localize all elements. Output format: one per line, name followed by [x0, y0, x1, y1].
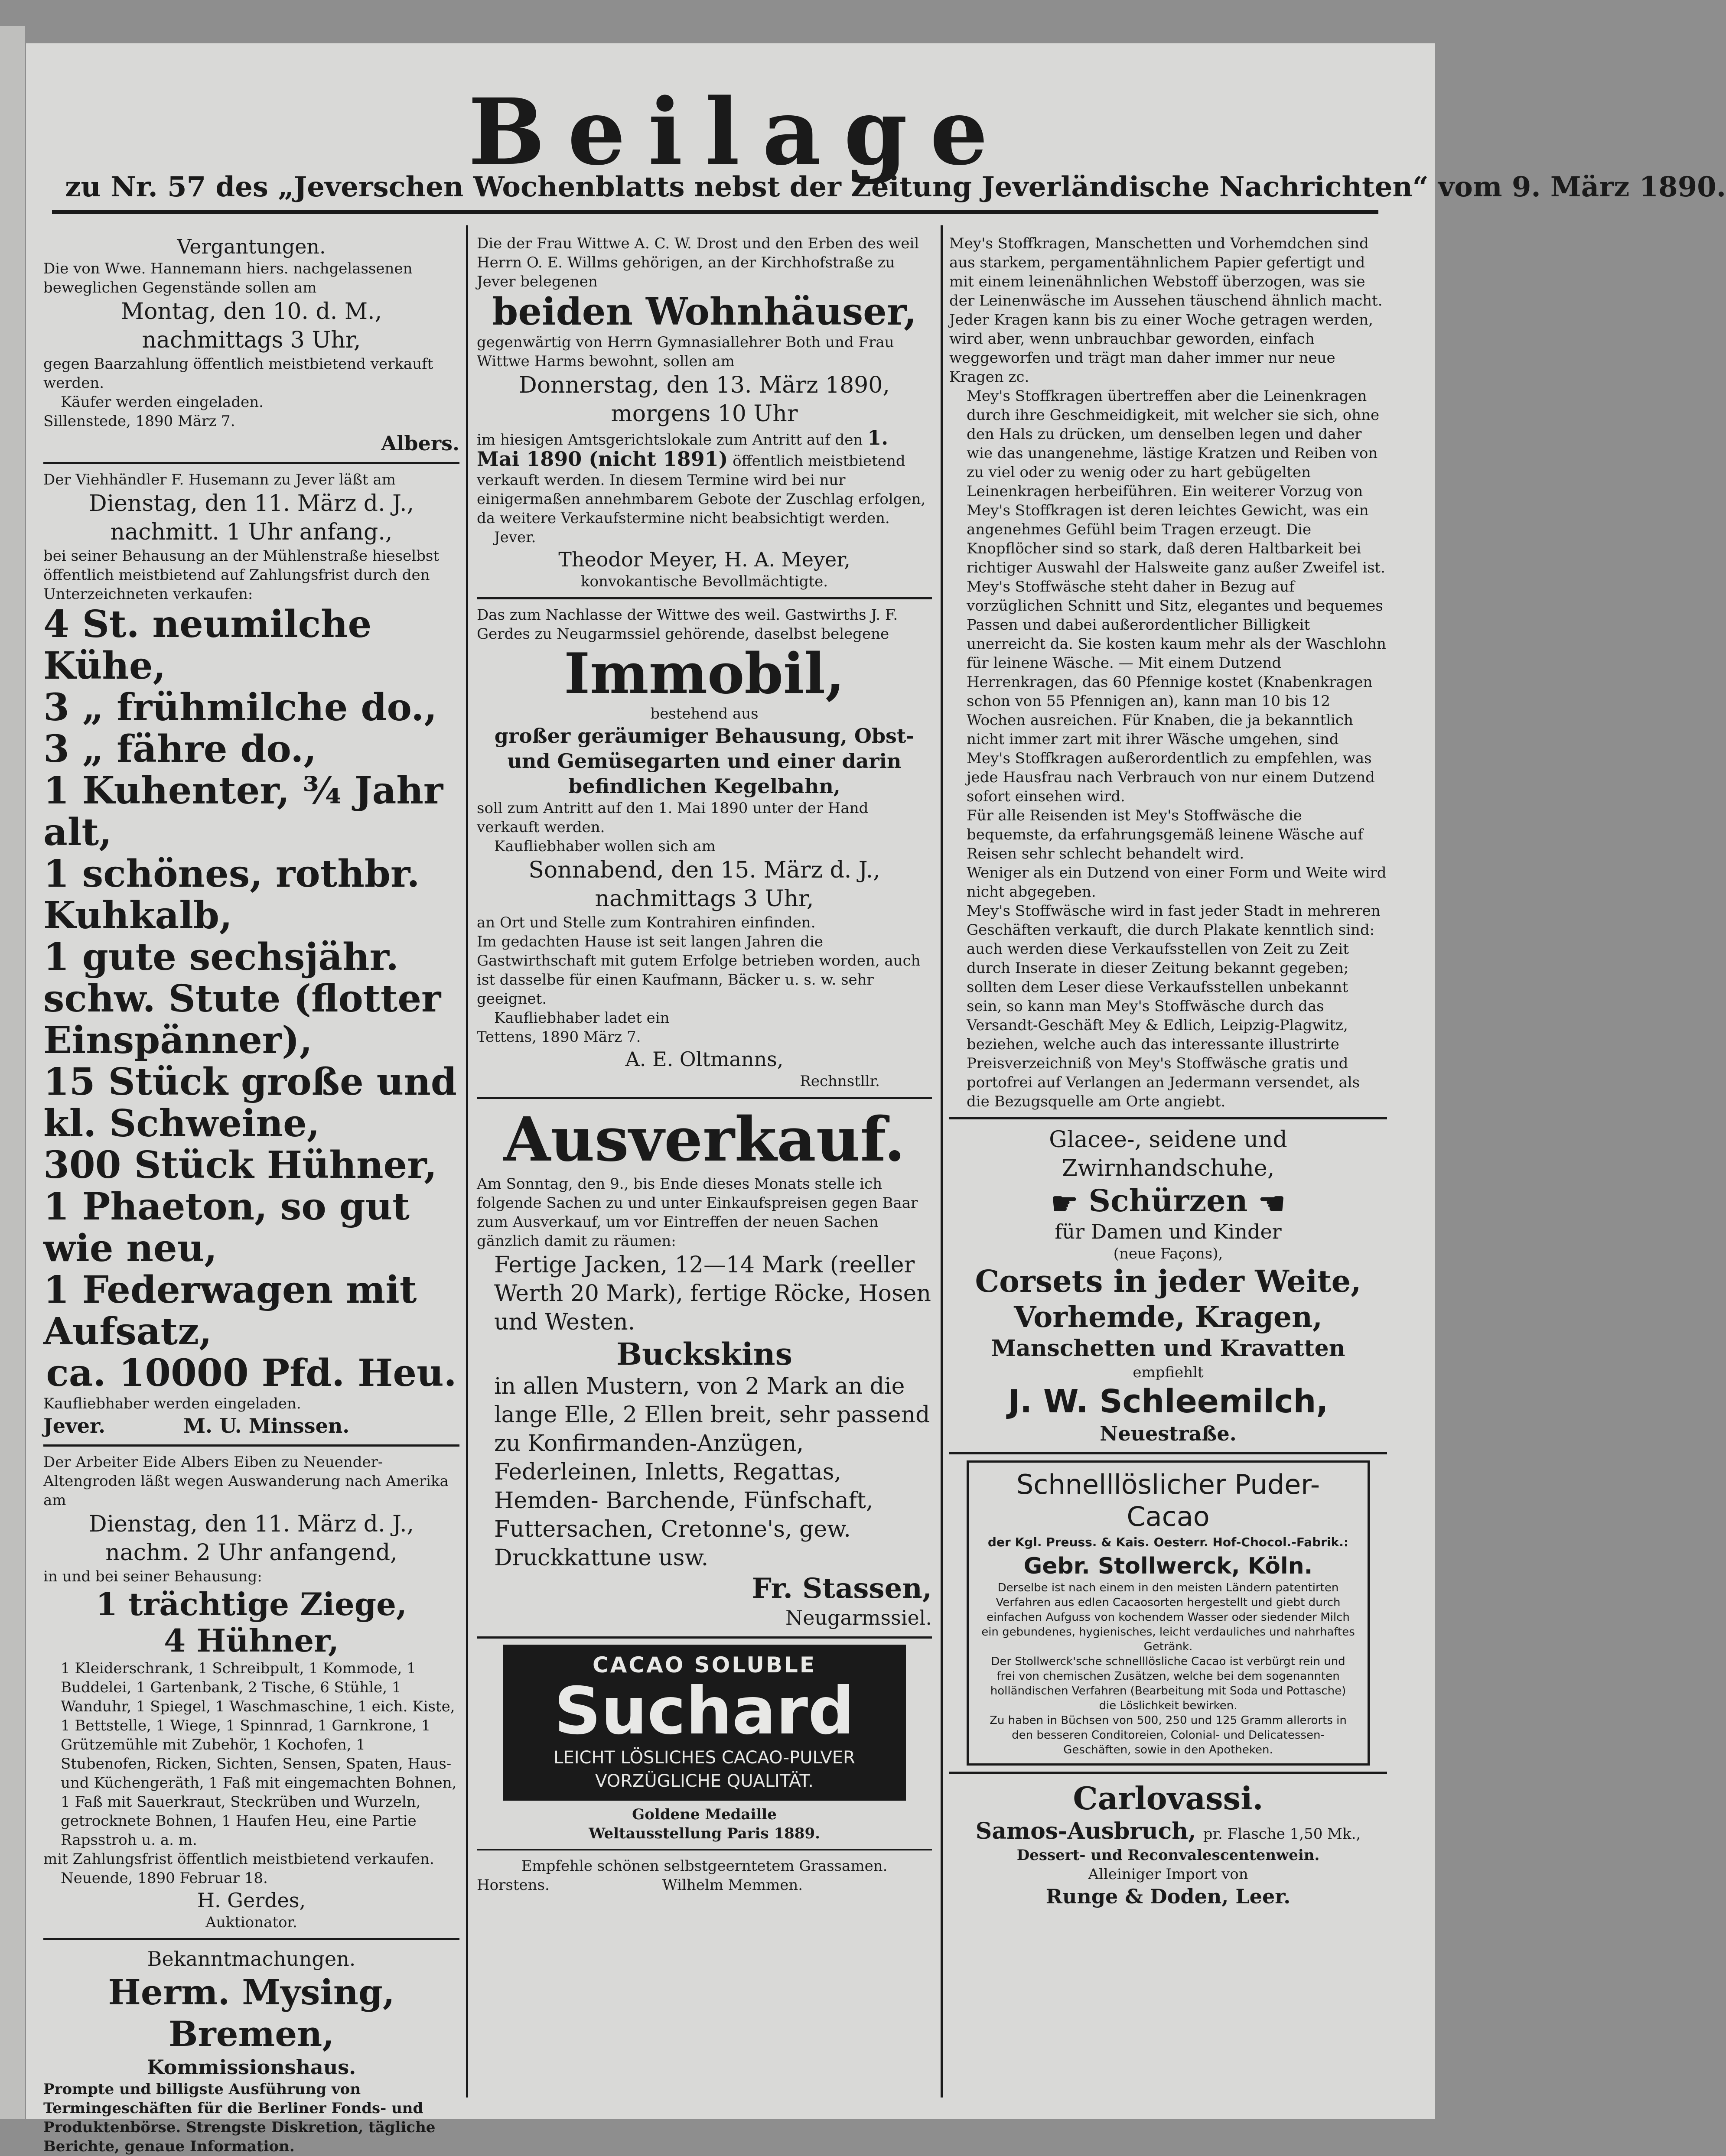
- ad-title: Ausverkauf.: [503, 1104, 905, 1175]
- ad-place: Neuestraße.: [1100, 1422, 1237, 1445]
- ad-item: 300 Stück Hühner,: [43, 1143, 437, 1187]
- ad-wohnhaeuser: [477, 234, 932, 591]
- ad-text: Der Arbeiter Eide Albers Eiben zu Neuender-Altengroden läßt wegen Auswanderung nach Amerika am: [43, 1454, 449, 1509]
- ad-date: Sonnabend, den 15. März d. J.,: [528, 857, 880, 883]
- ad-text: bei seiner Behausung an der Mühlenstraße hieselbst öffentlich meistbietend auf Zahlungsfrist durch den Unterzeichneten verkaufen:: [43, 547, 439, 603]
- ad-item: 3 „ fähre do.,: [43, 727, 317, 771]
- column-3: [949, 234, 1387, 2097]
- ad-separator: [477, 1636, 932, 1639]
- ad-text: mit Zahlungsfrist öffentlich meistbietend verkaufen.: [43, 1850, 434, 1868]
- ad-item: 1 gute sechsjähr. schw. Stute (flotter Einspänner),: [43, 935, 441, 1062]
- ad-signature: A. E. Oltmanns,: [625, 1047, 784, 1071]
- ad-text: der Kgl. Preuss. & Kais. Oesterr. Hof-Chocol.-Fabrik.:: [987, 1535, 1349, 1549]
- ad-company-name: Gebr. Stollwerck, Köln.: [1023, 1553, 1313, 1579]
- ad-text: Prompte und billigste Ausführung von Termingeschäften für die Berliner Fonds- und Produktenbörse. Strengste Diskretion, tägliche Berichte, genaue Information.: [43, 2081, 436, 2155]
- ad-title: Immobil,: [564, 641, 845, 706]
- ad-signature-role: Auktionator.: [205, 1914, 297, 1931]
- ad-signer: M. U. Minssen.: [183, 1414, 350, 1437]
- ad-time: nachmitt. 1 Uhr anfang.,: [110, 519, 393, 545]
- ad-date: Montag, den 10. d. M.,: [120, 299, 382, 325]
- ad-company-name: J. W. Schleemilch,: [1008, 1383, 1329, 1420]
- ad-vergantungen: [43, 234, 459, 456]
- ad-text: Zu haben in Büchsen von 500, 250 und 125 Gramm allerorts in den besseren Conditoreien, Colonial- und Delicatessen-Geschäften, sowie in den Apotheken.: [990, 1714, 1347, 1756]
- ad-title: beiden Wohnhäuser,: [492, 290, 917, 334]
- ad-item: 1 Kuhenter, ¾ Jahr alt,: [43, 769, 443, 854]
- ad-immobil: [477, 605, 932, 1091]
- masthead-title: Beilage: [468, 78, 1011, 185]
- ad-signature: [477, 1876, 932, 1895]
- ad-place: Horstens.: [477, 1876, 550, 1894]
- ad-text: in und bei seiner Behausung:: [43, 1568, 262, 1585]
- ad-text: Tettens, 1890 März 7.: [477, 1028, 641, 1046]
- suchard-logo-box: [503, 1645, 906, 1801]
- ad-text: Goldene Medaille: [632, 1805, 777, 1823]
- ad-text: Weniger als ein Dutzend von einer Form und Weite wird nicht abgegeben.: [967, 864, 1387, 901]
- ad-item: 15 Stück große und kl. Schweine,: [43, 1060, 457, 1145]
- ad-text: Neuende, 1890 Februar 18.: [61, 1870, 268, 1887]
- ad-text: Mey's Stoffwäsche wird in fast jeder Stadt in mehreren Geschäften verkauft, die durch Plakate kenntlich sind: auch werden diese Verkaufsstellen von Zeit zu Zeit durch Inserate in dieser Zeitung bekannt gegeben; sollten dem Leser diese Verkaufsstellen unbekannt sein, so kann man Mey's Stoffwäsche durch das Versandt-Geschäft Mey & Edlich, Leipzig-Plagwitz, beziehen, welche auch das interessante illustrirte Preisverzeichniß von Mey's Stoffwäsche gratis und portofrei auf Verlangen an Jedermann versendet, als die Bezugsquelle am Orte angiebt.: [967, 902, 1381, 1110]
- ad-text: Der Viehhändler F. Husemann zu Jever läßt am: [43, 471, 396, 488]
- ad-bekanntmachungen: [43, 1946, 459, 2156]
- ad-text-part: öffentlich meistbietend verkauft werden. In diesem Termine wird bei nur einigermaßen annehmbarem Gebote der Zuschlag erfolgen, da weitere Verkaufstermine nicht beabsichtigt werden.: [477, 452, 926, 527]
- ad-separator: [949, 1452, 1387, 1454]
- ad-title: [949, 1183, 1387, 1219]
- ad-separator: [477, 597, 932, 599]
- ad-text: Der Stollwerck'sche schnelllösliche Cacao ist verbürgt rein und frei von chemischen Zusätzen, welche bei dem sogenannten holländischen Verfahren (Bearbeitung mit Soda und Pottasche) die Löslichkeit bewirken.: [990, 1655, 1346, 1712]
- ad-text: (neue Façons),: [1113, 1245, 1223, 1262]
- ad-text: gegen Baarzahlung öffentlich meistbietend verkauft werden.: [43, 355, 433, 392]
- ad-text: Kaufliebhaber ladet ein: [494, 1009, 670, 1027]
- ad-text: [477, 428, 932, 528]
- ad-signature: Fr. Stassen,: [752, 1572, 932, 1605]
- ad-viehverkauf: [43, 470, 459, 1438]
- newspaper-page: [26, 43, 1726, 2155]
- ad-date: Dienstag, den 11. März d. J.,: [88, 491, 414, 517]
- ad-signature-role: Rechnstllr.: [800, 1073, 880, 1090]
- ad-text: Sillenstede, 1890 März 7.: [43, 413, 235, 430]
- ad-highlight: Vorhemde, Kragen,: [1014, 1300, 1322, 1334]
- ad-separator: [43, 1938, 459, 1940]
- ad-text: 1 Kleiderschrank, 1 Schreibpult, 1 Kommode, 1 Buddelei, 1 Gartenbank, 2 Tische, 6 Stühle, 1 Wanduhr, 1 Spiegel, 1 Waschmaschine, 1 eich. Kiste, 1 Bettstelle, 1 Wiege, 1 Spinnrad, 1 Garnkrone, 1 Grützemühle mit Zubehör, 1 Kochofen, 1 Stubenofen, Ricken, Sichten, Sensen, Spaten, Haus- und Küchengeräth, 1 Faß mit eingemachten Bohnen, 1 Faß mit Sauerkraut, Steckrüben und Wurzeln, getrocknete Bohnen, 1 Haufen Heu, eine Partie Rapsstroh u. a. m.: [61, 1660, 457, 1849]
- book-binding-edge: [0, 26, 25, 2119]
- ad-signer: Wilhelm Memmen.: [662, 1876, 803, 1894]
- ad-time: morgens 10 Uhr: [611, 401, 798, 427]
- ad-title: Schnelllöslicher Puder-Cacao: [1016, 1469, 1320, 1532]
- ad-title-text: Schürzen: [1088, 1183, 1248, 1219]
- ad-text: Derselbe ist nach einem in den meisten Ländern patentirten Verfahren aus edlen Cacaosorten hergestellt und giebt durch einfachen Aufguss von kochendem Wasser oder siedender Milch ein gebundenes, hygienisches, leicht verdauliches und nahrhaftes Getränk.: [981, 1581, 1355, 1653]
- column-divider-1: [466, 225, 468, 2097]
- ad-product: Samos-Ausbruch,: [975, 1818, 1196, 1844]
- ad-stollwerck: [967, 1460, 1370, 1766]
- ad-text: Das zum Nachlasse der Wittwe des weil. Gastwirths J. F. Gerdes zu Neugarmssiel gehörende, daselbst belegene: [477, 606, 898, 643]
- ad-text: bestehend aus: [650, 705, 759, 722]
- ad-highlight: großer geräumiger Behausung, Obst- und Gemüsegarten und einer darin befindlichen Kegelbahn,: [494, 724, 915, 798]
- ad-separator: [43, 462, 459, 464]
- ad-text: Dessert- und Reconvalescentenwein.: [1016, 1847, 1320, 1864]
- ad-ausverkauf: [477, 1105, 932, 1630]
- ad-carlovassi: [949, 1780, 1387, 1909]
- ad-text: Fertige Jacken, 12—14 Mark (reeller Werth 20 Mark), fertige Röcke, Hosen und Westen.: [494, 1252, 931, 1335]
- ad-text: in allen Mustern, von 2 Mark an die lange Elle, 2 Ellen breit, sehr passend zu Konfirmanden-Anzügen, Federleinen, Inletts, Regattas, Hemden- Barchende, Fünfschaft, Futtersachen, Cretonne's, gew. Druckkattune usw.: [494, 1373, 930, 1571]
- ad-signature: [43, 1413, 459, 1438]
- ad-place: Neugarmssiel.: [785, 1606, 932, 1629]
- ad-text: Alleiniger Import von: [1088, 1866, 1248, 1883]
- ad-signature: Theodor Meyer, H. A. Meyer,: [558, 548, 850, 571]
- ad-schleemilch: [949, 1125, 1387, 1446]
- ad-signature: Albers.: [381, 432, 459, 455]
- ad-mey-stoffwaesche: [949, 234, 1387, 1111]
- ad-date: Dienstag, den 11. März d. J.,: [88, 1511, 414, 1537]
- ad-suchard: [477, 1645, 932, 1843]
- ad-company-name: Herm. Mysing, Bremen,: [108, 1972, 395, 2054]
- ad-text: Empfehle schönen selbstgeerntetem Grassamen.: [521, 1857, 888, 1875]
- ad-heading: Vergantungen.: [177, 235, 326, 258]
- ad-title: Carlovassi.: [1073, 1780, 1264, 1817]
- column-divider-2: [941, 225, 943, 2097]
- ad-separator: [949, 1117, 1387, 1119]
- ad-place: Jever.: [494, 529, 536, 546]
- ad-company-name: Runge & Doden, Leer.: [1045, 1885, 1291, 1908]
- ad-separator: [949, 1772, 1387, 1774]
- ad-text: beweglichen Gegenstände sollen am: [43, 279, 317, 296]
- ad-text: [949, 1817, 1387, 1846]
- ad-item: ca. 10000 Pfd. Heu.: [46, 1351, 457, 1395]
- ad-signature-role: konvokantische Bevollmächtigte.: [580, 573, 828, 590]
- ad-text: Für alle Reisenden ist Mey's Stoffwäsche die bequemste, da erfahrungsgemäß leinene Wäsche auf Reisen sehr schlecht behandelt wird.: [967, 807, 1363, 862]
- ad-item: 4 Hühner,: [164, 1622, 339, 1659]
- pointing-hand-icon: ☚: [1258, 1185, 1286, 1221]
- ad-text: Die von Wwe. Hannemann hiers. nachgelassenen: [43, 260, 413, 277]
- ad-item: 1 Phaeton, so gut wie neu,: [43, 1185, 410, 1270]
- ad-subtitle: Buckskins: [616, 1336, 792, 1372]
- ad-text: Am Sonntag, den 9., bis Ende dieses Monats stelle ich folgende Sachen zu und unter Einkaufspreisen gegen Baar zum Ausverkauf, um vor Eintreffen der neuen Sachen gänzlich damit zu räumen:: [477, 1175, 918, 1250]
- ad-place: Jever.: [43, 1414, 106, 1437]
- ad-time: nachm. 2 Uhr anfangend,: [105, 1540, 397, 1566]
- ad-item: 1 trächtige Ziege,: [96, 1586, 407, 1623]
- suchard-brand: Suchard: [554, 1674, 855, 1749]
- ad-highlight: Manschetten und Kravatten: [991, 1335, 1345, 1362]
- ad-item: 1 schönes, rothbr. Kuhkalb,: [43, 852, 420, 937]
- ad-text: Die der Frau Wittwe A. C. W. Drost und den Erben des weil Herrn O. E. Willms gehörigen, an der Kirchhofstraße zu Jever belegenen: [477, 235, 919, 290]
- column-2: [477, 234, 932, 2097]
- ad-text: Mey's Stoffwäsche steht daher in Bezug auf vorzüglichen Schnitt und Sitz, elegantes und bequemes Passen und dabei außerordentlicher Billigkeit unerreicht da. Sie kosten kaum mehr als der Waschlohn für leinene Wäsche. — Mit einem Dutzend Herrenkragen, das 60 Pfennige kostet (Knabenkragen schon von 55 Pfennigen an), kann man 10 bis 12 Wochen ausreichen. Für Knaben, die ja bekanntlich nicht immer zart mit ihrer Wäsche umgehen, sind Mey's Stoffkragen außerordentlich zu empfehlen, was jede Hausfrau nach Verbrauch von nur einem Dutzend sofort einsehen wird.: [967, 578, 1386, 805]
- ad-separator: [477, 1097, 932, 1099]
- ad-text: Kaufliebhaber wollen sich am: [494, 838, 716, 855]
- ad-item: 4 St. neumilche Kühe,: [43, 602, 372, 688]
- ad-text: gegenwärtig von Herrn Gymnasiallehrer Both und Frau Wittwe Harms bewohnt, sollen am: [477, 334, 894, 370]
- ad-text: Mey's Stoffkragen übertreffen aber die Leinenkragen durch ihre Geschmeidigkeit, mit welcher sie sich, ohne den Hals zu drücken, um denselben legen und daher wie das unangenehme, lästige Kratzen und Reiben von zu viel oder zu wenig oder zu hart gebügelten Leinenkragen herbeiführen. Ein weiterer Vorzug von Mey's Stoffkragen ist deren leichtes Gewicht, was ein angenehmes Gefühl beim Tragen erzeugt. Die Knopflöcher sind so stark, daß deren Haltbarkeit bei richtiger Auswahl der Halsweite ganz außer Zweifel ist.: [967, 387, 1385, 576]
- ad-auswanderung: [43, 1453, 459, 1932]
- column-1: [43, 234, 459, 2155]
- ad-text: Glacee-, seidene und Zwirnhandschuhe,: [1049, 1127, 1287, 1181]
- suchard-line-4: VORZÜGLICHE QUALITÄT.: [595, 1771, 814, 1791]
- ad-time: nachmittags 3 Uhr,: [142, 327, 361, 353]
- ad-text: empfiehlt: [1133, 1364, 1204, 1381]
- ad-separator: [477, 1849, 932, 1850]
- ad-signature: H. Gerdes,: [197, 1889, 306, 1912]
- ad-text: Mey's Stoffkragen, Manschetten und Vorhemdchen sind aus starkem, pergamentähnlichem Papier gefertigt und mit einem leinenähnlichen Webstoff überzogen, was sie der Leinenwäsche im Aussehen täuschend ähnlich macht. Jeder Kragen kann bis zu einer Woche getragen werden, wird aber, wenn unbrauchbar geworden, einfach weggeworfen und trägt man daher immer nur neue Kragen zc.: [949, 235, 1383, 386]
- suchard-line-3: LEICHT LÖSLICHES CACAO-PULVER: [554, 1747, 855, 1768]
- ad-text: Weltausstellung Paris 1889.: [589, 1824, 820, 1842]
- ad-time: nachmittags 3 Uhr,: [595, 886, 814, 912]
- ad-text-part: im hiesigen Amtsgerichtslokale zum Antritt auf den: [477, 431, 863, 449]
- ad-text: Käufer werden eingeladen.: [61, 393, 264, 411]
- ad-text: Im gedachten Hause ist seit langen Jahren die Gastwirthschaft mit gutem Erfolge betrieben worden, auch ist dasselbe für einen Kaufmann, Bäcker u. s. w. sehr geeignet.: [477, 933, 921, 1008]
- ad-text: für Damen und Kinder: [1055, 1220, 1282, 1243]
- ad-subtitle: Kommissionshaus.: [147, 2055, 356, 2079]
- masthead-subtitle: zu Nr. 57 des „Jeverschen Wochenblatts nebst der Zeitung Jeverländische Nachrichten“ vom 9. März 1890.: [65, 171, 1726, 203]
- ad-text: an Ort und Stelle zum Kontrahiren einfinden.: [477, 914, 816, 931]
- suchard-line-1: CACAO SOLUBLE: [592, 1652, 816, 1678]
- ad-highlight: 1. Mai 1890 (nicht 1891): [477, 426, 889, 471]
- ad-item: 3 „ frühmilche do.,: [43, 686, 437, 729]
- ad-date: Donnerstag, den 13. März 1890,: [519, 372, 890, 398]
- ad-price: pr. Flasche 1,50 Mk.,: [1203, 1825, 1361, 1843]
- ad-highlight: Corsets in jeder Weite,: [975, 1263, 1361, 1299]
- ad-heading: Bekanntmachungen.: [147, 1947, 356, 1971]
- ad-text: soll zum Antritt auf den 1. Mai 1890 unter der Hand verkauft werden.: [477, 800, 869, 836]
- pointing-hand-icon: ☛: [1051, 1185, 1078, 1221]
- ad-separator: [43, 1444, 459, 1447]
- masthead-rule: [52, 210, 1378, 214]
- ad-text: Kaufliebhaber werden eingeladen.: [43, 1395, 301, 1412]
- ad-item: 1 Federwagen mit Aufsatz,: [43, 1268, 417, 1353]
- ad-grassamen: [477, 1857, 932, 1895]
